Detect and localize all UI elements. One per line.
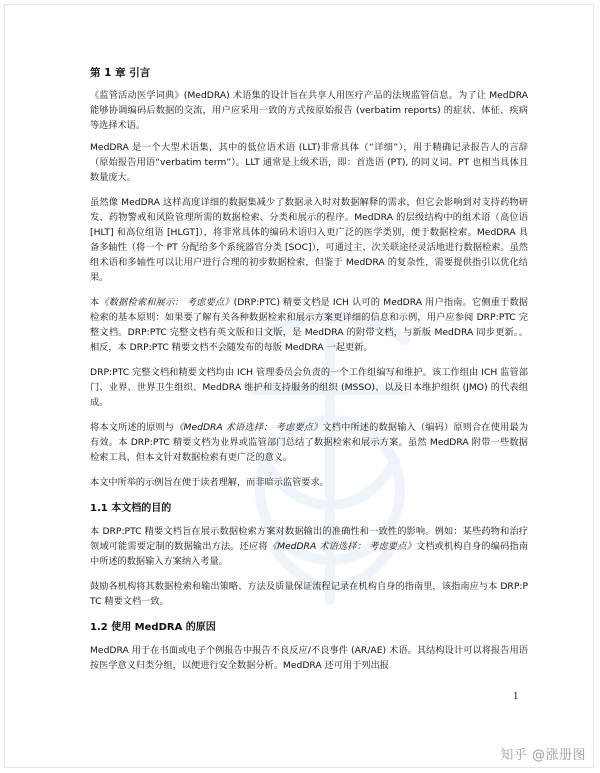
- examples-paragraph: 本文中所举的示例旨在便于读者理解，而非暗示监管要求。: [90, 477, 329, 488]
- section-1-2-paragraph-1: MedDRA 用于在书面或电子个例报告中报告不良反应/不良事件 (AR/AE) 术语。其结构设计可以将报告用语按医学意义归类分组，以便进行安全数据分析。MedDRA 还可用于列出报: [90, 645, 528, 671]
- section-1-1-italic-title: 《MedDRA 术语选择： 考虑要点》: [267, 541, 416, 552]
- principles-paragraph-rest: 文档中所述的数据输入（编码）原则合在使用最为有效。本 DRP:PTC 精要文档为业界或监管部门总结了数据检索和展示方案。虽然 MedDRA 附带一些数据检索工具，但本文针对数据检索有更广泛的意义。: [90, 422, 529, 463]
- section-1-1-paragraph-1: [90, 524, 528, 569]
- principles-paragraph-prefix: 将本文所述的原则与: [90, 422, 175, 433]
- drp-paragraph-rest: (DRP:PTC) 精要文档是 ICH 认可的 MedDRA 用户指南。它侧重于数据检索的基本原则：如果要了解有关各种数据检索和展示方案更详细的信息和示例，用户应参阅 DRP:PTC 完整文档。DRP:PTC 完整文档有英文版和日文版，是 MedDRA 的附带文档，与新版 MedDRA 同步更新。。相反，本 DRP:PTC 精要文档不会随发布的每版 MedDRA 一起更新。: [90, 297, 528, 353]
- source-badge: 知乎 @涨册图: [500, 748, 586, 763]
- drp-paragraph: [90, 295, 528, 355]
- page-number: 1: [513, 692, 519, 702]
- drp-document-title: 《数据检索和展示： 考虑要点》: [99, 297, 234, 308]
- drp-paragraph-prefix: 本: [90, 297, 100, 308]
- intro-paragraph-3: 虽然像 MedDRA 这样高度详细的数据集减少了数据录入时对数据解释的需求，但它会影响到对支持药物研发、药物警戒和风险管理所需的数据检索、分类和展示的程序。MedDRA 的层级结构中的组术语（高位语 [HLT] 和高位组语 [HLGT]），将非常具体的编码术语归入更广泛的医学类别，便于数据检索。MedDRA 具备多轴性（将一个 PT 分配给多个系统器官分类 [SOC]），可通过主、次关联途径灵活地进行数据检索。虽然组术语和多轴性可以让用户进行合理的初步数据检索，但鉴于 MedDRA 的复杂性，需要提供指引以优化结果。: [90, 197, 528, 283]
- section-1-1-para1-end: 文档或机构自身的编码指南中所述的数据输入方案纳入考量。: [90, 541, 529, 567]
- intro-paragraph-2: MedDRA 是一个大型术语集，其中的低位语术语 (LLT)非常具体（“详细”），用于精确记录报告人的言辞（原始报告用语“verbatim term”）。LLT 通常是上级术语，即：首选语 (PT), 的同义词。PT 也相当具体且数量庞大。: [90, 142, 528, 183]
- term-selection-title: 《MedDRA 术语选择： 考虑要点》: [174, 422, 323, 433]
- document-body: [90, 66, 528, 683]
- principles-paragraph: [90, 420, 528, 465]
- working-group-paragraph: DRP:PTC 完整文档和精要文档均由 ICH 管理委员会负责的一个工作组编写和维护。该工作组由 ICH 监管部门、业界、世界卫生组织、MedDRA 维护和支持服务的组织 (MSSO)、以及日本维护组织 (JMO) 的代表组成。: [90, 367, 528, 408]
- section-1-1-paragraph-2: 鼓励各机构将其数据检索和输出策略、方法及质量保证流程记录在机构自身的指南里，该指南应与本 DRP:PTC 精要文档一致。: [90, 581, 528, 607]
- section-1-1-para1-start: 本 DRP:PTC 精要文档旨在展示数据检索方案对数据输出的准确性和一致性的影响。例如：某些药物和治疗领域可能需要定制的数据输出方法。还应将: [90, 526, 528, 552]
- section-1-1-heading: 1.1 本文档的目的: [90, 503, 172, 514]
- section-1-2-heading: 1.2 使用 MedDRA 的原因: [90, 622, 216, 633]
- intro-paragraph-1: 《监管活动医学词典》(MedDRA) 术语集的设计旨在共享人用医疗产品的法规监管信息。为了让 MedDRA 能够协调编码后数据的交流，用户应采用一致的方式按原始报告 (verbatim reports) 的症状、体征、疾病等选择术语。: [90, 90, 528, 131]
- chapter-title: 第 1 章 引言: [90, 67, 151, 79]
